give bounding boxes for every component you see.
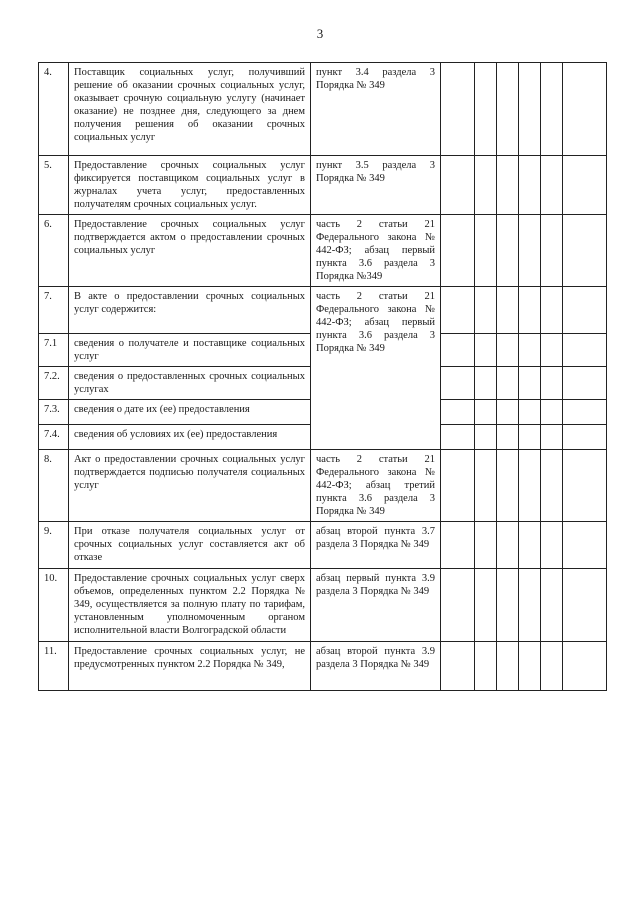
empty-cell (475, 400, 497, 425)
empty-cell (475, 215, 497, 287)
empty-cell (497, 156, 519, 215)
empty-cell (475, 642, 497, 691)
empty-cell (519, 569, 541, 642)
empty-cell (441, 63, 475, 156)
empty-cell (497, 522, 519, 569)
table-row (39, 642, 607, 691)
requirement-text: сведения об условиях их (ее) предоставления (69, 425, 311, 450)
empty-cell (519, 287, 541, 334)
row-number: 7.2. (39, 367, 69, 400)
row-number: 9. (39, 522, 69, 569)
empty-cell (497, 215, 519, 287)
empty-cell (563, 400, 607, 425)
empty-cell (541, 569, 563, 642)
requirement-text: При отказе получателя социальных услуг от срочных социальных услуг составляется акт об отказе (69, 522, 311, 569)
empty-cell (497, 400, 519, 425)
legal-basis: абзац второй пункта 3.7 раздела 3 Порядка № 349 (311, 522, 441, 569)
empty-cell (441, 450, 475, 522)
empty-cell (563, 63, 607, 156)
empty-cell (441, 156, 475, 215)
requirement-text: Предоставление срочных социальных услуг сверх объемов, определенных пунктом 2.2 Порядка № 349, осуществляется за полную плату по тарифам, установленным уполномоченным органом исполнительной власти Волгоградской области (69, 569, 311, 642)
empty-cell (563, 642, 607, 691)
empty-cell (563, 569, 607, 642)
empty-cell (475, 569, 497, 642)
requirement-text: сведения о дате их (ее) предоставления (69, 400, 311, 425)
legal-basis: часть 2 статьи 21 Федерального закона № 442-ФЗ; абзац первый пункта 3.6 раздела 3 Порядка № 349 (311, 287, 441, 450)
requirement-text: Поставщик социальных услуг, получивший решение об оказании срочных социальных услуг, оказывает срочную социальную услугу (начинает оказание) не позднее дня, следующего за днем получения решения об оказании срочных социальных услуг (69, 63, 311, 156)
requirement-text: В акте о предоставлении срочных социальных услуг содержится: (69, 287, 311, 334)
empty-cell (541, 367, 563, 400)
empty-cell (541, 450, 563, 522)
empty-cell (563, 522, 607, 569)
requirements-table (38, 62, 607, 691)
table-row (39, 450, 607, 522)
empty-cell (519, 156, 541, 215)
empty-cell (497, 63, 519, 156)
empty-cell (563, 287, 607, 334)
empty-cell (563, 156, 607, 215)
table-row (39, 215, 607, 287)
empty-cell (475, 425, 497, 450)
empty-cell (563, 334, 607, 367)
requirement-text: Акт о предоставлении срочных социальных услуг подтверждается подписью получателя социальных услуг (69, 450, 311, 522)
empty-cell (475, 450, 497, 522)
table-row (39, 156, 607, 215)
legal-basis: часть 2 статьи 21 Федерального закона № 442-ФЗ; абзац третий пункта 3.6 раздела 3 Порядка № 349 (311, 450, 441, 522)
empty-cell (541, 642, 563, 691)
row-number: 11. (39, 642, 69, 691)
legal-basis: пункт 3.5 раздела 3 Порядка № 349 (311, 156, 441, 215)
page-number: 3 (316, 26, 324, 41)
empty-cell (519, 522, 541, 569)
row-number: 7.1 (39, 334, 69, 367)
requirement-text: Предоставление срочных социальных услуг, не предусмотренных пунктом 2.2 Порядка № 349, (69, 642, 311, 691)
table-row (39, 522, 607, 569)
legal-basis: пункт 3.4 раздела 3 Порядка № 349 (311, 63, 441, 156)
table-row (39, 569, 607, 642)
empty-cell (541, 156, 563, 215)
empty-cell (519, 367, 541, 400)
empty-cell (519, 425, 541, 450)
legal-basis: часть 2 статьи 21 Федерального закона № 442-ФЗ; абзац первый пункта 3.6 раздела 3 Порядка №349 (311, 215, 441, 287)
row-number: 10. (39, 569, 69, 642)
empty-cell (497, 287, 519, 334)
empty-cell (497, 367, 519, 400)
empty-cell (541, 400, 563, 425)
empty-cell (519, 334, 541, 367)
empty-cell (441, 522, 475, 569)
empty-cell (541, 287, 563, 334)
empty-cell (541, 215, 563, 287)
empty-cell (475, 63, 497, 156)
empty-cell (441, 400, 475, 425)
empty-cell (441, 334, 475, 367)
empty-cell (441, 569, 475, 642)
empty-cell (541, 425, 563, 450)
empty-cell (541, 334, 563, 367)
row-number: 8. (39, 450, 69, 522)
empty-cell (475, 156, 497, 215)
empty-cell (475, 287, 497, 334)
empty-cell (541, 63, 563, 156)
empty-cell (497, 569, 519, 642)
empty-cell (441, 287, 475, 334)
empty-cell (441, 367, 475, 400)
empty-cell (563, 367, 607, 400)
row-number: 4. (39, 63, 69, 156)
table-row (39, 63, 607, 156)
empty-cell (563, 450, 607, 522)
requirement-text: сведения о предоставленных срочных социальных услугах (69, 367, 311, 400)
legal-basis: абзац первый пункта 3.9 раздела 3 Порядка № 349 (311, 569, 441, 642)
row-number: 5. (39, 156, 69, 215)
row-number: 6. (39, 215, 69, 287)
empty-cell (519, 642, 541, 691)
empty-cell (441, 642, 475, 691)
requirement-text: Предоставление срочных социальных услуг фиксируется поставщиком социальных услуг в журналах учета услуг, предоставленных получателям срочных социальных услуг. (69, 156, 311, 215)
requirements-table-wrap (38, 62, 606, 691)
empty-cell (519, 63, 541, 156)
row-number: 7. (39, 287, 69, 334)
empty-cell (563, 215, 607, 287)
empty-cell (497, 450, 519, 522)
empty-cell (563, 425, 607, 450)
row-number: 7.3. (39, 400, 69, 425)
empty-cell (541, 522, 563, 569)
empty-cell (497, 642, 519, 691)
requirement-text: сведения о получателе и поставщике социальных услуг (69, 334, 311, 367)
empty-cell (519, 215, 541, 287)
empty-cell (441, 425, 475, 450)
legal-basis: абзац второй пункта 3.9 раздела 3 Порядка № 349 (311, 642, 441, 691)
empty-cell (475, 367, 497, 400)
row-number: 7.4. (39, 425, 69, 450)
empty-cell (497, 425, 519, 450)
table-row (39, 287, 607, 334)
empty-cell (441, 215, 475, 287)
empty-cell (497, 334, 519, 367)
empty-cell (519, 450, 541, 522)
empty-cell (519, 400, 541, 425)
empty-cell (475, 522, 497, 569)
empty-cell (475, 334, 497, 367)
requirement-text: Предоставление срочных социальных услуг подтверждается актом о предоставлении срочных социальных услуг (69, 215, 311, 287)
